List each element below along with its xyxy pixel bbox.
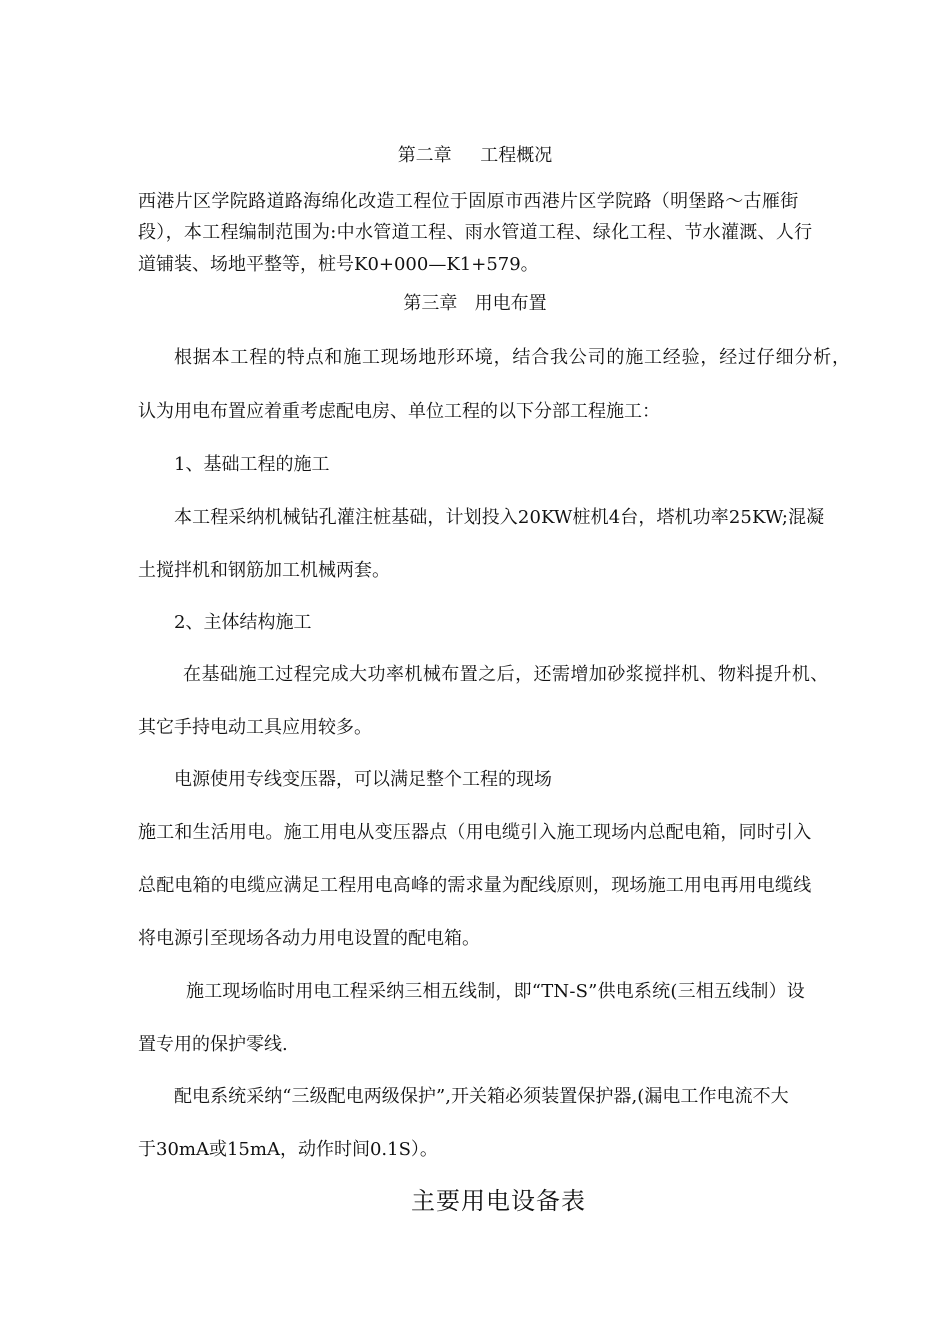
item-2-line-2: 其它手持电动工具应用较多。: [138, 717, 372, 738]
protection-line-2: 于30mA或15mA，动作时间0.1S）。: [138, 1139, 438, 1160]
item-1-title: 1、基础工程的施工: [174, 454, 330, 475]
item-1-line-1: 本工程采纳机械钻孔灌注桩基础，计划投入20KW桩机4台，塔机功率25KW;混凝: [174, 507, 825, 528]
power-line-2: 施工和生活用电。施工用电从变压器点（用电缆引入施工现场内总配电箱，同时引入: [138, 822, 812, 843]
protection-line-1: 配电系统采纳“三级配电两级保护”,开关箱必须装置保护器,(漏电工作电流不大: [174, 1086, 789, 1107]
chapter-2-heading: 第二章 工程概况: [397, 145, 553, 166]
chapter-3-heading: 第三章 用电布置: [403, 293, 547, 314]
tns-line-1: 施工现场临时用电工程采纳三相五线制，即“TN-S”供电系统(三相五线制）设: [186, 981, 805, 1002]
power-line-3: 总配电箱的电缆应满足工程用电高峰的需求量为配线原则，现场施工用电再用电缆线: [138, 875, 812, 896]
item-2-line-1: 在基础施工过程完成大功率机械布置之后，还需增加砂浆搅拌机、物料提升机、: [183, 664, 829, 685]
item-2-title: 2、主体结构施工: [174, 612, 312, 633]
chapter-2-paragraph-line-3: 道铺装、场地平整等，桩号K0+000—K1+579。: [138, 254, 539, 275]
chapter-2-paragraph-line-1: 西港片区学院路道路海绵化改造工程位于固原市西港片区学院路（明堡路～古雁街: [138, 191, 799, 212]
power-line-1: 电源使用专线变压器，可以满足整个工程的现场: [174, 769, 552, 790]
chapter-2-paragraph-line-2: 段），本工程编制范围为:中水管道工程、雨水管道工程、绿化工程、节水灌溉、人行: [138, 222, 813, 243]
tns-line-2: 置专用的保护零线.: [138, 1034, 288, 1055]
item-1-line-2: 土搅拌机和钢筋加工机械两套。: [138, 560, 390, 581]
power-line-4: 将电源引至现场各动力用电设置的配电箱。: [138, 928, 480, 949]
chapter-3-intro-line-2: 认为用电布置应着重考虑配电房、单位工程的以下分部工程施工：: [138, 401, 660, 422]
equipment-table-title: 主要用电设备表: [411, 1187, 586, 1215]
chapter-3-intro-line-1: 根据本工程的特点和施工现场地形环境，结合我公司的施工经验，经过仔细分析，: [174, 347, 851, 368]
